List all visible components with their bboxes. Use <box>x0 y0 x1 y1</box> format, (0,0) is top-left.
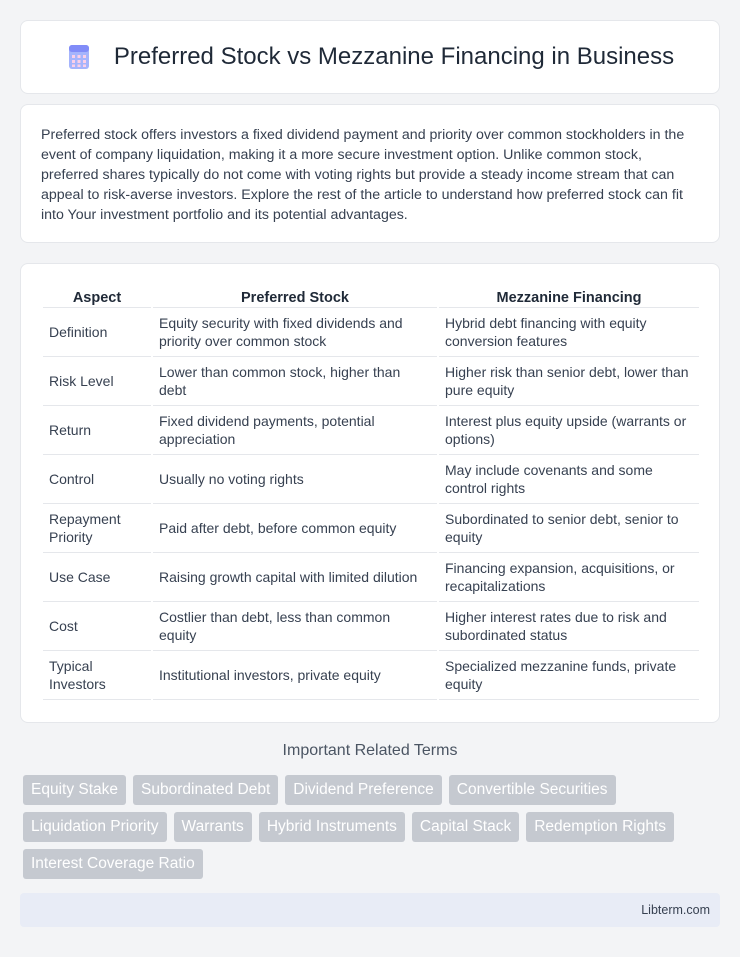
cell-preferred-stock: Costlier than debt, less than common equity <box>153 602 437 651</box>
cell-mezzanine-financing: Financing expansion, acquisitions, or recapitalizations <box>439 553 699 602</box>
cell-mezzanine-financing: Interest plus equity upside (warrants or options) <box>439 406 699 455</box>
term-tag[interactable]: Redemption Rights <box>526 812 674 842</box>
term-tag[interactable]: Interest Coverage Ratio <box>23 849 203 879</box>
term-tag[interactable]: Equity Stake <box>23 775 126 805</box>
title-card <box>20 20 720 94</box>
comparison-table <box>41 284 701 700</box>
table-row <box>43 553 699 602</box>
calculator-icon <box>66 44 92 70</box>
intro-paragraph: Preferred stock offers investors a fixed dividend payment and priority over common stockholders in the event of company liquidation, making it a more secure investment option. Unlike common stock, preferred shares typically do not come with voting rights but provide a steady income stream that can appeal to risk-averse investors. Explore the rest of the article to understand how preferred stock can fit into Your investment portfolio and its potential advantages. <box>41 127 685 223</box>
table-header-row <box>43 284 699 308</box>
intro-card <box>20 104 720 243</box>
cell-aspect: Repayment Priority <box>43 504 151 553</box>
cell-preferred-stock: Equity security with fixed dividends and priority over common stock <box>153 308 437 357</box>
header-mezzanine-financing: Mezzanine Financing <box>439 284 699 308</box>
cell-preferred-stock: Fixed dividend payments, potential appreciation <box>153 406 437 455</box>
term-tag[interactable]: Hybrid Instruments <box>259 812 405 842</box>
cell-mezzanine-financing: Specialized mezzanine funds, private equity <box>439 651 699 700</box>
term-tag[interactable]: Dividend Preference <box>285 775 441 805</box>
related-terms-heading: Important Related Terms <box>282 742 458 759</box>
term-tag[interactable]: Convertible Securities <box>449 775 616 805</box>
cell-aspect: Risk Level <box>43 357 151 406</box>
table-row <box>43 504 699 553</box>
term-tag[interactable]: Liquidation Priority <box>23 812 167 842</box>
cell-mezzanine-financing: Subordinated to senior debt, senior to equity <box>439 504 699 553</box>
table-row <box>43 455 699 504</box>
term-tag[interactable]: Warrants <box>174 812 252 842</box>
page-title: Preferred Stock vs Mezzanine Financing in Business <box>113 43 675 70</box>
related-terms-list <box>23 775 723 879</box>
cell-aspect: Cost <box>43 602 151 651</box>
cell-mezzanine-financing: Higher risk than senior debt, lower than pure equity <box>439 357 699 406</box>
cell-aspect: Typical Investors <box>43 651 151 700</box>
cell-aspect: Definition <box>43 308 151 357</box>
table-row <box>43 602 699 651</box>
cell-preferred-stock: Paid after debt, before common equity <box>153 504 437 553</box>
table-row <box>43 406 699 455</box>
header-preferred-stock: Preferred Stock <box>153 284 437 308</box>
table-row <box>43 651 699 700</box>
cell-preferred-stock: Lower than common stock, higher than debt <box>153 357 437 406</box>
cell-mezzanine-financing: Hybrid debt financing with equity conversion features <box>439 308 699 357</box>
table-row <box>43 308 699 357</box>
footer-site-link[interactable]: Libterm.com <box>641 903 710 917</box>
cell-aspect: Use Case <box>43 553 151 602</box>
cell-mezzanine-financing: May include covenants and some control rights <box>439 455 699 504</box>
comparison-table-card <box>20 263 720 723</box>
cell-aspect: Control <box>43 455 151 504</box>
term-tag[interactable]: Subordinated Debt <box>133 775 278 805</box>
cell-mezzanine-financing: Higher interest rates due to risk and subordinated status <box>439 602 699 651</box>
footer <box>20 893 720 927</box>
cell-preferred-stock: Institutional investors, private equity <box>153 651 437 700</box>
table-row <box>43 357 699 406</box>
term-tag[interactable]: Capital Stack <box>412 812 519 842</box>
cell-preferred-stock: Usually no voting rights <box>153 455 437 504</box>
cell-aspect: Return <box>43 406 151 455</box>
header-aspect: Aspect <box>43 284 151 308</box>
cell-preferred-stock: Raising growth capital with limited dilution <box>153 553 437 602</box>
